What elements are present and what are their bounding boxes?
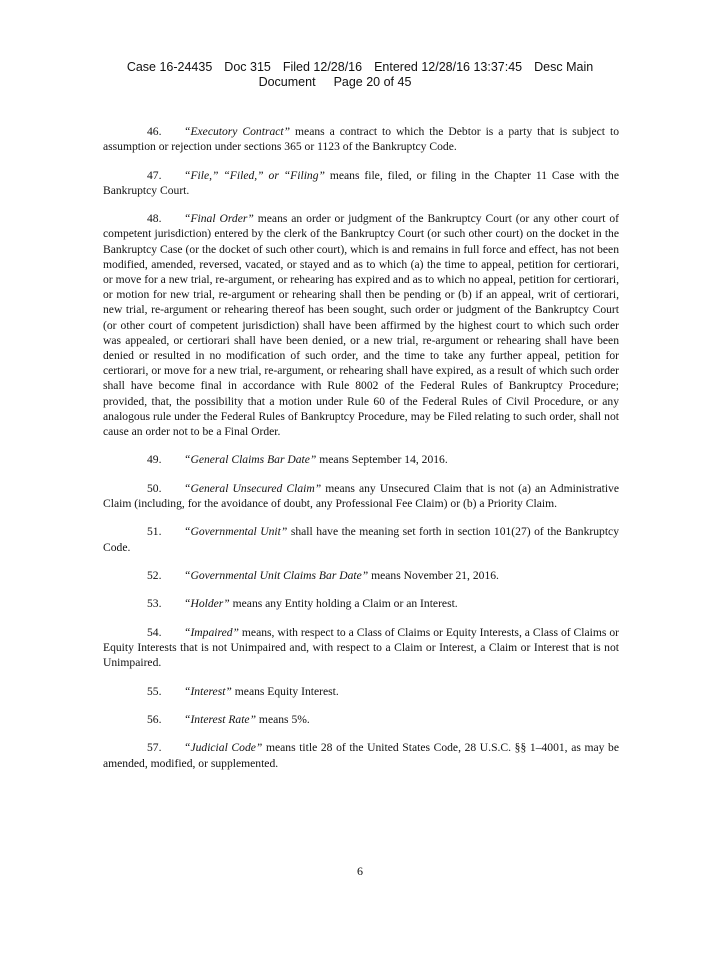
definition-text: means an order or judgment of the Bankruptcy Court (or any other court of competent jurisdiction) entered by the clerk of the Bankruptcy Court (or such other court) on the docket in the Bankruptcy Case (or the docket of such other court), which is and remains in full force and effect, has not been modified, amended, reversed, vacated, or stayed and as to which (a) the time to appeal, petition for certiorari, or move for a new trial, re-argument, or rehearing has expired and as to which no appeal, petition for certiorari, or motion for new trial, re-argument or rehearing shall then be pending or (b) if an appeal, writ of certiorari, new trial, re-argument or rehearing thereof has been sought, such order or judgment of the Bankruptcy Court (or other court of competent jurisdiction) shall have been affirmed by the highest court to which such order was appealed, or certiorari shall have been denied, or a new trial, re-argument or rehearing shall have been denied or resulted in no modification of such order, and the time to take any further appeal, petition for certiorari, or move for a new trial, re-argument, or rehearing shall have expired, as a result of which such order shall have become final in accordance with Rule 8002 of the Federal Rules of Bankruptcy Procedure; provided, that, the possibility that a motion under Rule 60 of the Federal Rules of Civil Procedure, or any analogous rule under the Federal Rules of Bankruptcy Procedure, may be Filed relating to such order, shall not cause an order not to be a Final Order.: [103, 212, 619, 439]
page-indicator: Page 20 of 45: [333, 75, 412, 89]
defined-term: “General Unsecured Claim”: [184, 481, 322, 495]
definition-text: means any Unsecured Claim that is not (a) an Administrative Claim (including, for the avoidance of doubt, any Professional Fee Claim) or (b) a Priority Claim.: [103, 481, 619, 511]
document-body: [103, 124, 619, 784]
document-label: Document: [258, 75, 316, 89]
definition-paragraph: [103, 211, 619, 439]
definition-paragraph: [103, 684, 619, 699]
definition-text: means September 14, 2016.: [316, 453, 448, 467]
paragraph-number: 51.: [147, 525, 162, 539]
definition-paragraph: [103, 124, 619, 154]
definition-text: means November 21, 2016.: [368, 569, 499, 582]
defined-term: “Judicial Code”: [184, 741, 263, 755]
paragraph-number: 57.: [147, 741, 162, 755]
defined-term: “File,” “Filed,” or “Filing”: [184, 168, 325, 182]
court-filing-header: [0, 60, 720, 90]
definition-paragraph: [103, 168, 619, 198]
header-line-1: [0, 60, 720, 75]
filed-date: Filed 12/28/16: [282, 60, 363, 74]
paragraph-number: 49.: [147, 453, 162, 467]
paragraph-number: 52.: [147, 569, 162, 582]
definition-text: means a contract to which the Debtor is a party that is subject to assumption or rejection under sections 365 or 1123 of the Bankruptcy Code.: [103, 125, 620, 154]
paragraph-number: 53.: [147, 597, 162, 611]
definition-text: means any Entity holding a Claim or an Interest.: [229, 597, 458, 611]
entered-date: Entered 12/28/16 13:37:45: [374, 60, 523, 74]
paragraph-number: 47.: [147, 168, 162, 182]
defined-term: “Interest”: [184, 684, 232, 698]
defined-term: “Final Order”: [184, 212, 254, 226]
paragraph-number: 48.: [147, 212, 162, 226]
doc-number: Doc 315: [224, 60, 271, 74]
definition-text: means 5%.: [256, 712, 310, 726]
definition-paragraph: [103, 524, 619, 554]
defined-term: “Impaired”: [184, 625, 239, 639]
case-number: Case 16-24435: [126, 60, 213, 74]
paragraph-number: 50.: [147, 481, 162, 495]
header-line-2: [0, 75, 720, 90]
paragraph-number: 46.: [147, 125, 162, 138]
definition-paragraph: [103, 712, 619, 727]
desc-label: Desc Main: [534, 60, 594, 74]
definition-text: means, with respect to a Class of Claims or Equity Interests, a Class of Claims or Equity Interests that is not Unimpaired and, with respect to a Claim or Interest, a Claim or Interest that is not Unimpaired.: [103, 625, 619, 670]
definition-paragraph: [103, 452, 619, 467]
defined-term: “Governmental Unit Claims Bar Date”: [184, 569, 369, 582]
paragraph-number: 55.: [147, 684, 162, 698]
defined-term: “Governmental Unit”: [184, 525, 288, 539]
definition-text: means Equity Interest.: [231, 684, 339, 698]
defined-term: “Executory Contract”: [184, 125, 291, 138]
defined-term: “Interest Rate”: [184, 712, 257, 726]
definition-paragraph: [103, 568, 619, 583]
definition-paragraph: [103, 740, 619, 770]
definition-text: means file, filed, or filing in the Chapter 11 Case with the Bankruptcy Court.: [103, 168, 619, 197]
defined-term: “General Claims Bar Date”: [184, 453, 317, 467]
paragraph-number: 54.: [147, 625, 162, 639]
definition-text: shall have the meaning set forth in section 101(27) of the Bankruptcy Code.: [103, 525, 619, 554]
definition-paragraph: [103, 625, 619, 671]
definition-paragraph: [103, 481, 619, 511]
page-number: 6: [357, 864, 363, 878]
defined-term: “Holder”: [184, 597, 230, 611]
definition-paragraph: [103, 596, 619, 611]
paragraph-number: 56.: [147, 712, 162, 726]
definition-text: means title 28 of the United States Code, 28 U.S.C. §§ 1–4001, as may be amended, modified, or supplemented.: [103, 741, 619, 770]
